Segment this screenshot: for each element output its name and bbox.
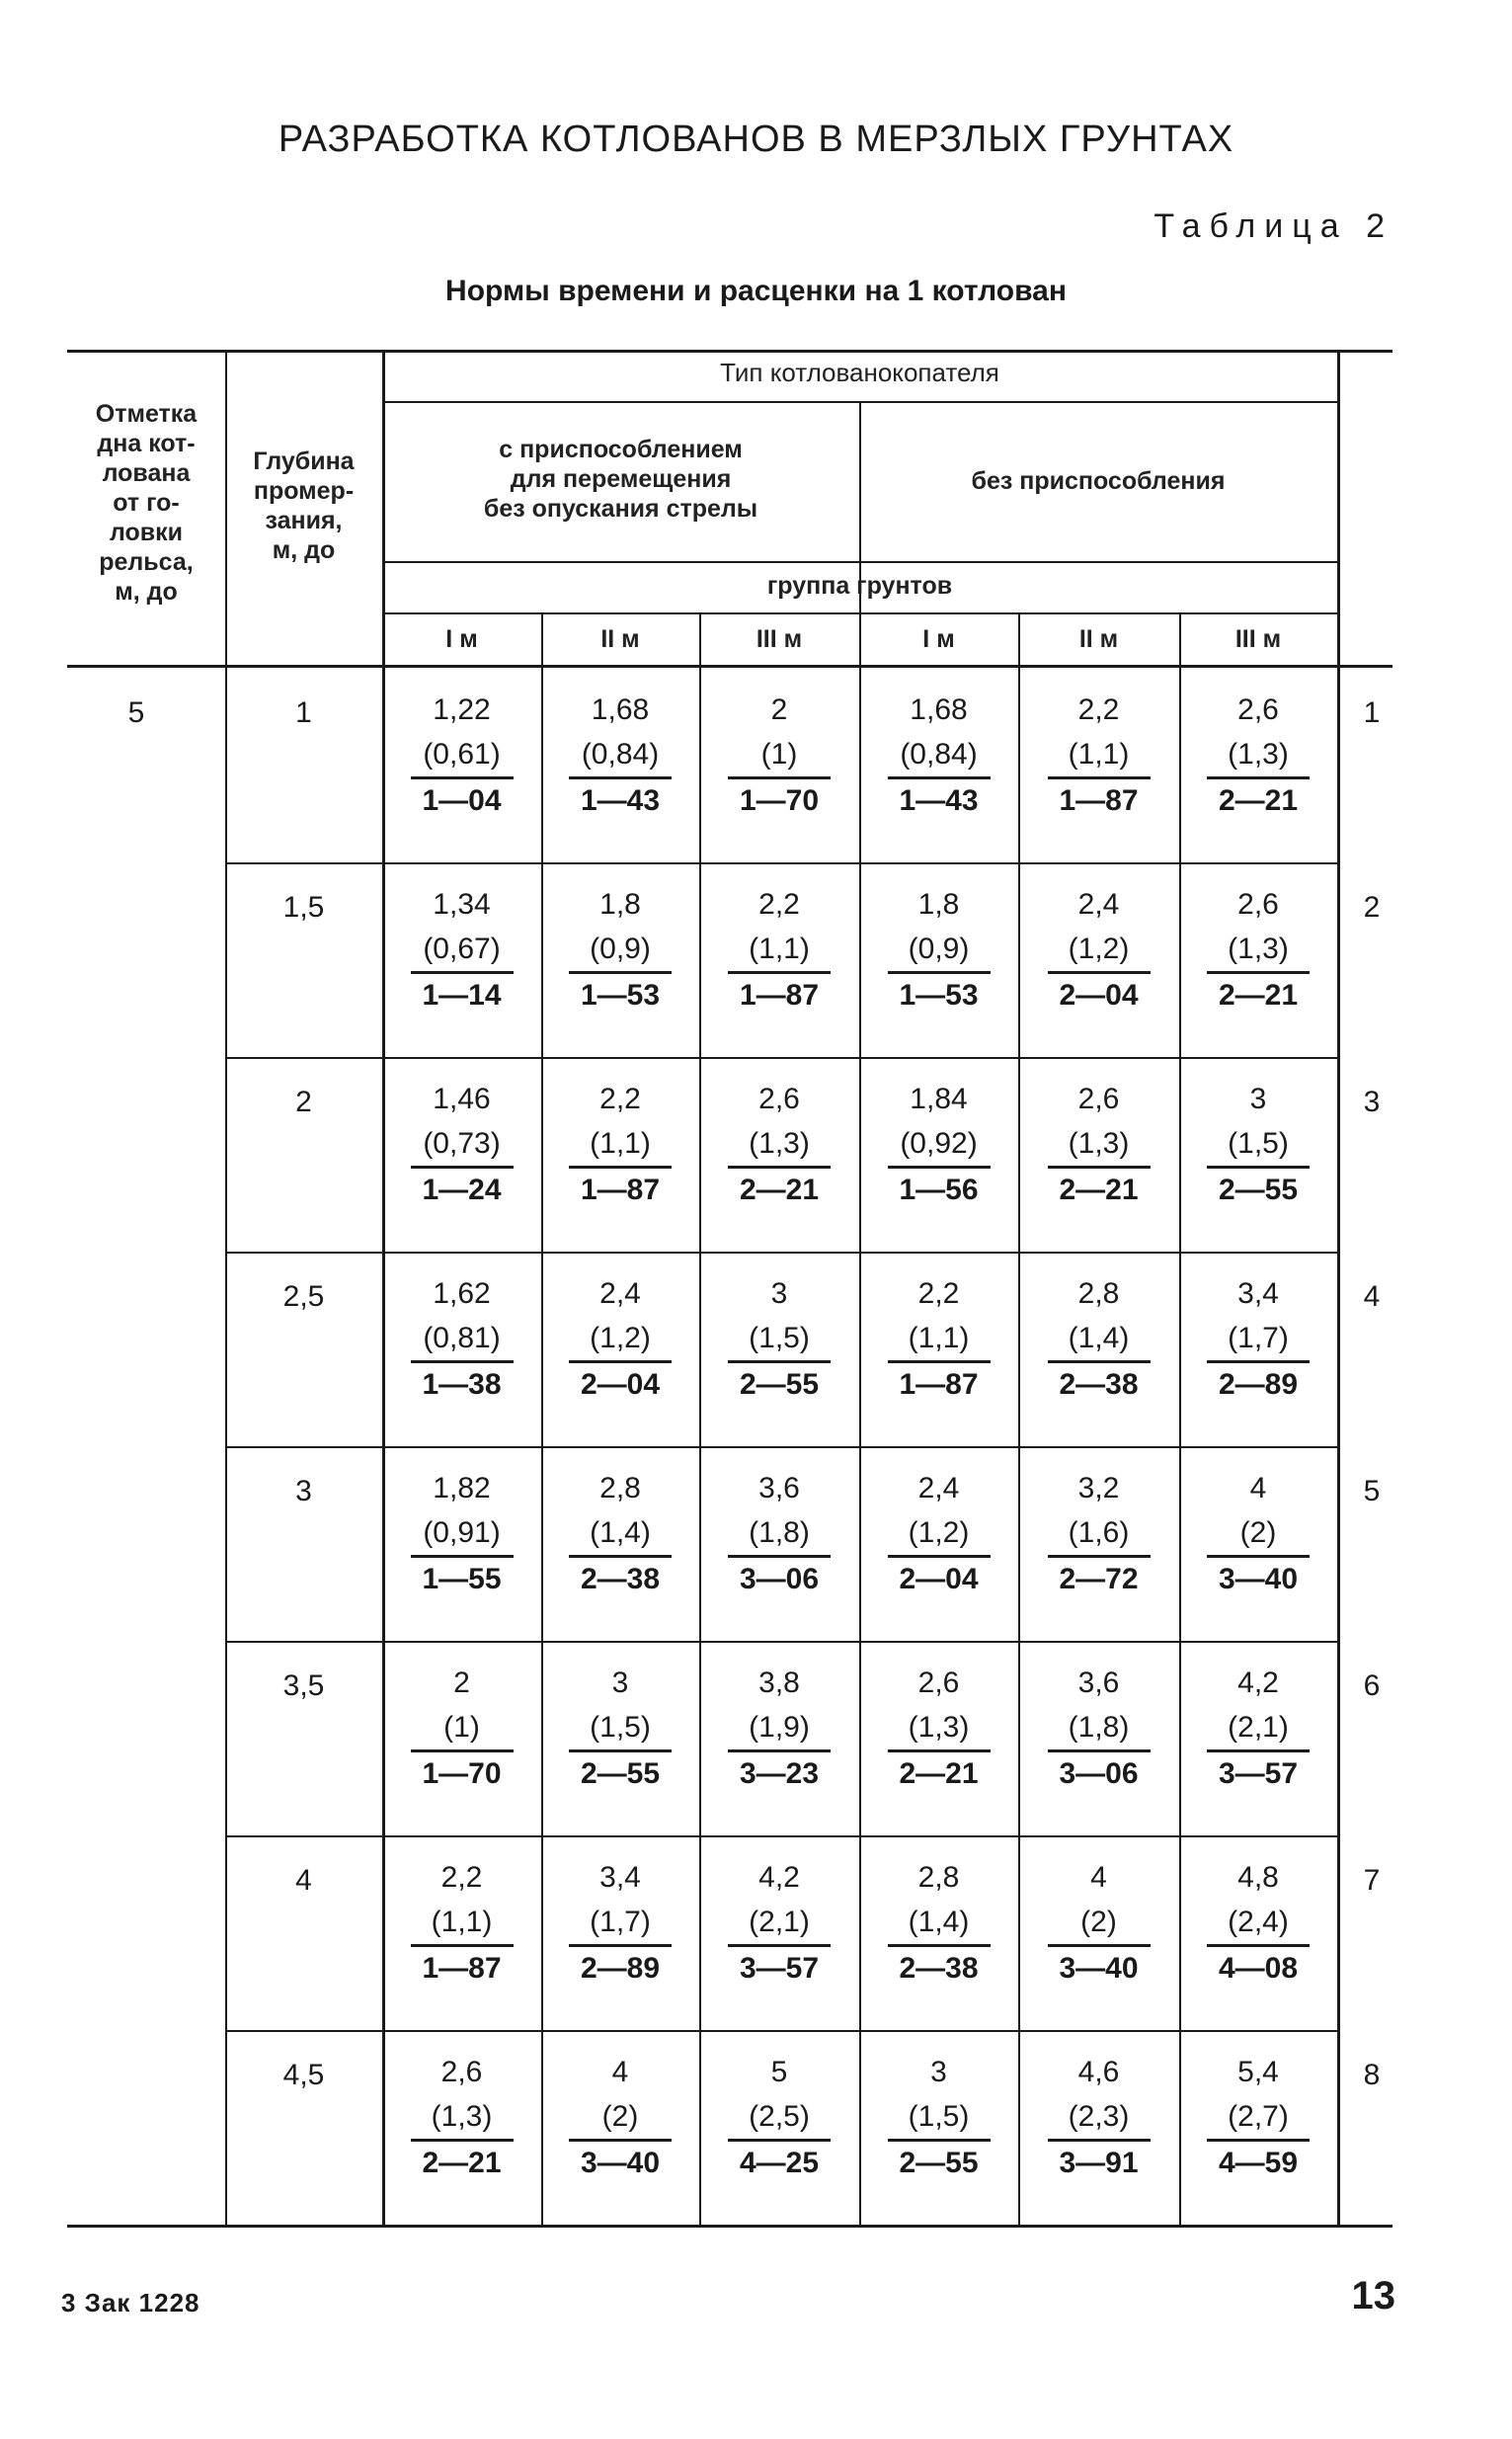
time-norm: 2,6 xyxy=(1077,1083,1120,1115)
rate: 1—53 xyxy=(569,971,672,1016)
crew-time: (1,8) xyxy=(1068,1711,1130,1744)
norm-cell xyxy=(1018,688,1179,821)
page-number: 13 xyxy=(1351,2274,1395,2317)
rate: 2—21 xyxy=(728,1166,831,1210)
rate: 2—21 xyxy=(1207,776,1310,821)
time-norm: 2,2 xyxy=(440,1861,483,1894)
rate: 3—91 xyxy=(1048,2139,1151,2183)
header-soil-group-4: I м xyxy=(922,625,955,653)
time-norm: 1,62 xyxy=(433,1277,491,1310)
crew-time: (1) xyxy=(760,738,798,771)
time-norm: 3,2 xyxy=(1077,1472,1120,1504)
header-with-device xyxy=(382,435,859,524)
rate: 2—55 xyxy=(569,1749,672,1794)
crew-time: (1,7) xyxy=(590,1906,651,1938)
rate: 1—87 xyxy=(411,1944,514,1989)
row-separator xyxy=(225,1641,1337,1643)
norm-cell xyxy=(1018,1855,1179,1989)
row-number: 5 xyxy=(1363,1475,1381,1507)
crew-time: (1,8) xyxy=(749,1516,810,1549)
crew-time: (0,91) xyxy=(423,1516,501,1549)
depth-value: 2 xyxy=(295,1086,312,1118)
crew-time: (1,5) xyxy=(749,1322,810,1354)
time-norm: 1,22 xyxy=(433,693,491,726)
norm-cell xyxy=(382,1077,541,1210)
rate: 2—89 xyxy=(1207,1360,1310,1405)
crew-time: (1,5) xyxy=(1228,1127,1289,1160)
norm-cell xyxy=(1179,882,1337,1016)
depth-value: 3 xyxy=(295,1475,312,1507)
rate: 1—70 xyxy=(728,776,831,821)
rate: 1—24 xyxy=(411,1166,514,1210)
time-norm: 1,68 xyxy=(591,693,650,726)
header-depth xyxy=(225,447,382,565)
column-rule xyxy=(1337,350,1340,2225)
rate: 3—06 xyxy=(1048,1749,1151,1794)
header-soil-group: группа грунтов xyxy=(766,572,953,600)
depth-value: 3,5 xyxy=(282,1669,325,1702)
time-norm: 4,2 xyxy=(1237,1667,1279,1699)
time-norm: 3,8 xyxy=(758,1667,800,1699)
time-norm: 2,6 xyxy=(440,2056,483,2088)
crew-time: (1,7) xyxy=(1228,1322,1289,1354)
norm-cell xyxy=(1018,1271,1179,1405)
norm-cell xyxy=(1179,1271,1337,1405)
row-separator xyxy=(225,2030,1337,2032)
rate: 1—38 xyxy=(411,1360,514,1405)
crew-time: (2) xyxy=(1239,1516,1277,1549)
table-label: Таблица 2 xyxy=(1154,207,1393,245)
time-norm: 2,8 xyxy=(1077,1277,1120,1310)
time-norm: 1,34 xyxy=(433,888,491,921)
rate: 4—08 xyxy=(1207,1944,1310,1989)
crew-time: (1,1) xyxy=(431,1906,493,1938)
time-norm: 2,2 xyxy=(758,888,800,921)
norm-cell xyxy=(699,1077,859,1210)
table-bottom-rule xyxy=(67,2225,1393,2228)
time-norm: 2,4 xyxy=(1077,888,1120,921)
crew-time: (0,67) xyxy=(423,933,501,965)
row-number: 6 xyxy=(1363,1669,1381,1702)
rate: 2—55 xyxy=(888,2139,991,2183)
header-bottom-rule xyxy=(67,665,1393,668)
norm-cell xyxy=(382,1271,541,1405)
crew-time: (2) xyxy=(1080,1906,1117,1938)
header-depth-line: промер- xyxy=(253,477,355,505)
row-separator xyxy=(225,1252,1337,1254)
crew-time: (1,2) xyxy=(590,1322,651,1354)
time-norm: 4 xyxy=(611,2056,629,2088)
crew-time: (0,61) xyxy=(423,738,501,771)
time-norm: 3,4 xyxy=(599,1861,641,1894)
norm-cell xyxy=(1018,1466,1179,1599)
norm-cell xyxy=(859,1271,1018,1405)
crew-time: (1,6) xyxy=(1068,1516,1130,1549)
time-norm: 2,6 xyxy=(1237,888,1279,921)
crew-time: (0,92) xyxy=(900,1127,978,1160)
rate: 4—25 xyxy=(728,2139,831,2183)
time-norm: 4,2 xyxy=(758,1861,800,1894)
norm-cell xyxy=(699,688,859,821)
rate: 1—87 xyxy=(888,1360,991,1405)
row-number: 3 xyxy=(1363,1086,1381,1118)
crew-time: (1,1) xyxy=(1068,738,1130,771)
crew-time: (1,3) xyxy=(749,1127,810,1160)
rate: 1—56 xyxy=(888,1166,991,1210)
norm-cell xyxy=(1179,688,1337,821)
norm-cell xyxy=(382,1661,541,1794)
norm-cell xyxy=(859,1855,1018,1989)
norm-cell xyxy=(541,2050,699,2183)
time-norm: 2,2 xyxy=(599,1083,641,1115)
depth-value: 4,5 xyxy=(282,2059,325,2091)
rate: 3—57 xyxy=(728,1944,831,1989)
header-with-device-line: без опускания стрелы xyxy=(483,495,758,523)
norm-cell xyxy=(699,1855,859,1989)
time-norm: 3,6 xyxy=(1077,1667,1120,1699)
header-bottom-mark-line: лована xyxy=(102,459,191,487)
crew-time: (0,84) xyxy=(581,738,660,771)
header-bottom-mark-line: рельса, xyxy=(99,548,194,576)
rate: 1—14 xyxy=(411,971,514,1016)
crew-time: (1,3) xyxy=(1228,738,1289,771)
crew-time: (0,73) xyxy=(423,1127,501,1160)
norm-cell xyxy=(541,1466,699,1599)
norm-cell xyxy=(541,688,699,821)
rate: 1—87 xyxy=(569,1166,672,1210)
header-soil-group-5: II м xyxy=(1078,625,1119,653)
rate: 2—04 xyxy=(888,1555,991,1599)
crew-time: (1,3) xyxy=(908,1711,970,1744)
norm-cell xyxy=(859,688,1018,821)
time-norm: 4,8 xyxy=(1237,1861,1279,1894)
norm-cell xyxy=(859,882,1018,1016)
crew-time: (1,1) xyxy=(908,1322,970,1354)
time-norm: 1,8 xyxy=(917,888,960,921)
bottom-mark-value: 5 xyxy=(127,696,145,729)
header-soil-group-6: III м xyxy=(1234,625,1282,653)
crew-time: (1,4) xyxy=(908,1906,970,1938)
norm-cell xyxy=(1018,882,1179,1016)
rate: 2—38 xyxy=(569,1555,672,1599)
rate: 3—57 xyxy=(1207,1749,1310,1794)
crew-time: (1,3) xyxy=(1068,1127,1130,1160)
time-norm: 2,4 xyxy=(599,1277,641,1310)
norm-cell xyxy=(699,2050,859,2183)
rate: 3—40 xyxy=(1048,1944,1151,1989)
norm-cell xyxy=(859,1466,1018,1599)
time-norm: 4 xyxy=(1249,1472,1267,1504)
rate: 1—43 xyxy=(888,776,991,821)
time-norm: 2,2 xyxy=(917,1277,960,1310)
rate: 2—21 xyxy=(411,2139,514,2183)
rate: 2—21 xyxy=(1207,971,1310,1016)
rate: 2—38 xyxy=(1048,1360,1151,1405)
rate: 1—53 xyxy=(888,971,991,1016)
rate: 2—55 xyxy=(728,1360,831,1405)
crew-time: (1,9) xyxy=(749,1711,810,1744)
norm-cell xyxy=(699,1661,859,1794)
depth-value: 1 xyxy=(295,696,312,729)
rate: 1—43 xyxy=(569,776,672,821)
header-bottom-mark-line: ловки xyxy=(109,519,184,546)
crew-time: (1,3) xyxy=(431,2100,493,2133)
header-bottom-mark-line: Отметка xyxy=(95,400,198,428)
rate: 1—70 xyxy=(411,1749,514,1794)
header-bottom-mark-line: от го- xyxy=(113,489,180,517)
crew-time: (1,5) xyxy=(908,2100,970,2133)
norm-cell xyxy=(382,2050,541,2183)
header-without-device: без приспособления xyxy=(971,467,1226,495)
rate: 1—87 xyxy=(1048,776,1151,821)
header-bottom-mark xyxy=(67,399,225,607)
rate: 3—23 xyxy=(728,1749,831,1794)
crew-time: (1,1) xyxy=(749,933,810,965)
crew-time: (1,4) xyxy=(1068,1322,1130,1354)
crew-time: (1,5) xyxy=(590,1711,651,1744)
crew-time: (0,9) xyxy=(908,933,970,965)
norm-cell xyxy=(1018,1077,1179,1210)
rate: 3—06 xyxy=(728,1555,831,1599)
rate: 4—59 xyxy=(1207,2139,1310,2183)
crew-time: (2,7) xyxy=(1228,2100,1289,2133)
crew-time: (1,1) xyxy=(590,1127,651,1160)
norm-cell xyxy=(541,1077,699,1210)
norm-cell xyxy=(1179,1077,1337,1210)
norm-cell xyxy=(541,882,699,1016)
norm-cell xyxy=(382,882,541,1016)
rate: 2—21 xyxy=(888,1749,991,1794)
table-caption: Нормы времени и расценки на 1 котлован xyxy=(445,275,1067,307)
time-norm: 2,6 xyxy=(1237,693,1279,726)
norm-cell xyxy=(699,1271,859,1405)
norm-cell xyxy=(382,688,541,821)
crew-time: (2,4) xyxy=(1228,1906,1289,1938)
time-norm: 3 xyxy=(1249,1083,1267,1115)
depth-value: 2,5 xyxy=(282,1280,325,1313)
time-norm: 3 xyxy=(930,2056,947,2088)
depth-value: 4 xyxy=(295,1864,312,1897)
crew-time: (1,3) xyxy=(1228,933,1289,965)
rate: 1—55 xyxy=(411,1555,514,1599)
time-norm: 5 xyxy=(770,2056,788,2088)
norm-cell xyxy=(699,1466,859,1599)
footer-order-number: 3 Зак 1228 xyxy=(61,2288,200,2317)
row-number: 8 xyxy=(1363,2059,1381,2091)
crew-time: (1,4) xyxy=(590,1516,651,1549)
rate: 2—04 xyxy=(1048,971,1151,1016)
row-number: 1 xyxy=(1363,696,1381,729)
time-norm: 3,6 xyxy=(758,1472,800,1504)
time-norm: 2 xyxy=(453,1667,470,1699)
norm-cell xyxy=(859,2050,1018,2183)
time-norm: 2,4 xyxy=(917,1472,960,1504)
norm-cell xyxy=(541,1271,699,1405)
time-norm: 1,82 xyxy=(433,1472,491,1504)
rate: 3—40 xyxy=(569,2139,672,2183)
row-separator xyxy=(225,1057,1337,1059)
crew-time: (0,81) xyxy=(423,1322,501,1354)
time-norm: 3 xyxy=(611,1667,629,1699)
time-norm: 2,8 xyxy=(599,1472,641,1504)
page-title: РАЗРАБОТКА КОТЛОВАНОВ В МЕРЗЛЫХ ГРУНТАХ xyxy=(278,119,1234,160)
time-norm: 3 xyxy=(770,1277,788,1310)
header-with-device-line: с приспособлением xyxy=(499,436,743,463)
crew-time: (2,1) xyxy=(749,1906,810,1938)
time-norm: 2,8 xyxy=(917,1861,960,1894)
time-norm: 2,6 xyxy=(758,1083,800,1115)
rate: 2—89 xyxy=(569,1944,672,1989)
header-depth-line: зания, xyxy=(265,507,343,534)
row-number: 4 xyxy=(1363,1280,1381,1313)
crew-time: (0,9) xyxy=(590,933,651,965)
norm-cell xyxy=(1179,1855,1337,1989)
time-norm: 4 xyxy=(1090,1861,1107,1894)
time-norm: 1,68 xyxy=(910,693,968,726)
rate: 2—72 xyxy=(1048,1555,1151,1599)
depth-value: 1,5 xyxy=(282,891,325,924)
crew-time: (1,2) xyxy=(1068,933,1130,965)
header-bottom-mark-line: м, до xyxy=(115,578,178,606)
rate: 1—87 xyxy=(728,971,831,1016)
header-bottom-mark-line: дна кот- xyxy=(97,430,196,457)
row-separator xyxy=(225,862,1337,864)
crew-time: (2,3) xyxy=(1068,2100,1130,2133)
norm-cell xyxy=(1018,2050,1179,2183)
time-norm: 3,4 xyxy=(1237,1277,1279,1310)
time-norm: 4,6 xyxy=(1077,2056,1120,2088)
norm-cell xyxy=(859,1661,1018,1794)
crew-time: (0,84) xyxy=(900,738,978,771)
rate: 3—40 xyxy=(1207,1555,1310,1599)
header-depth-line: Глубина xyxy=(253,447,355,475)
header-with-device-line: для перемещения xyxy=(510,465,732,493)
rate: 2—55 xyxy=(1207,1166,1310,1210)
norm-cell xyxy=(1179,1466,1337,1599)
header-soil-group-1: I м xyxy=(445,625,478,653)
norm-cell xyxy=(541,1855,699,1989)
time-norm: 1,8 xyxy=(599,888,641,921)
header-soil-group-2: II м xyxy=(600,625,640,653)
rate: 2—04 xyxy=(569,1360,672,1405)
rate: 2—21 xyxy=(1048,1166,1151,1210)
crew-time: (2,1) xyxy=(1228,1711,1289,1744)
norm-cell xyxy=(1018,1661,1179,1794)
table-top-rule xyxy=(67,350,1393,353)
time-norm: 2,2 xyxy=(1077,693,1120,726)
rate: 2—38 xyxy=(888,1944,991,1989)
row-number: 7 xyxy=(1363,1864,1381,1897)
crew-time: (1,2) xyxy=(908,1516,970,1549)
header-soil-group-3: III м xyxy=(756,625,803,653)
time-norm: 2,6 xyxy=(917,1667,960,1699)
row-number: 2 xyxy=(1363,891,1381,924)
row-separator xyxy=(225,1446,1337,1448)
header-depth-line: м, до xyxy=(272,536,336,564)
norm-cell xyxy=(1179,1661,1337,1794)
time-norm: 5,4 xyxy=(1237,2056,1279,2088)
norm-cell xyxy=(382,1466,541,1599)
norm-cell xyxy=(382,1855,541,1989)
time-norm: 2 xyxy=(770,693,788,726)
norm-cell xyxy=(541,1661,699,1794)
time-norm: 1,46 xyxy=(433,1083,491,1115)
header-excavator-type: Тип котлованокопателя xyxy=(720,358,999,387)
norm-cell xyxy=(1179,2050,1337,2183)
crew-time: (2,5) xyxy=(749,2100,810,2133)
norm-cell xyxy=(859,1077,1018,1210)
time-norm: 1,84 xyxy=(910,1083,968,1115)
crew-time: (2) xyxy=(601,2100,639,2133)
row-separator xyxy=(225,1835,1337,1837)
rate: 1—04 xyxy=(411,776,514,821)
crew-time: (1) xyxy=(443,1711,480,1744)
norm-cell xyxy=(699,882,859,1016)
